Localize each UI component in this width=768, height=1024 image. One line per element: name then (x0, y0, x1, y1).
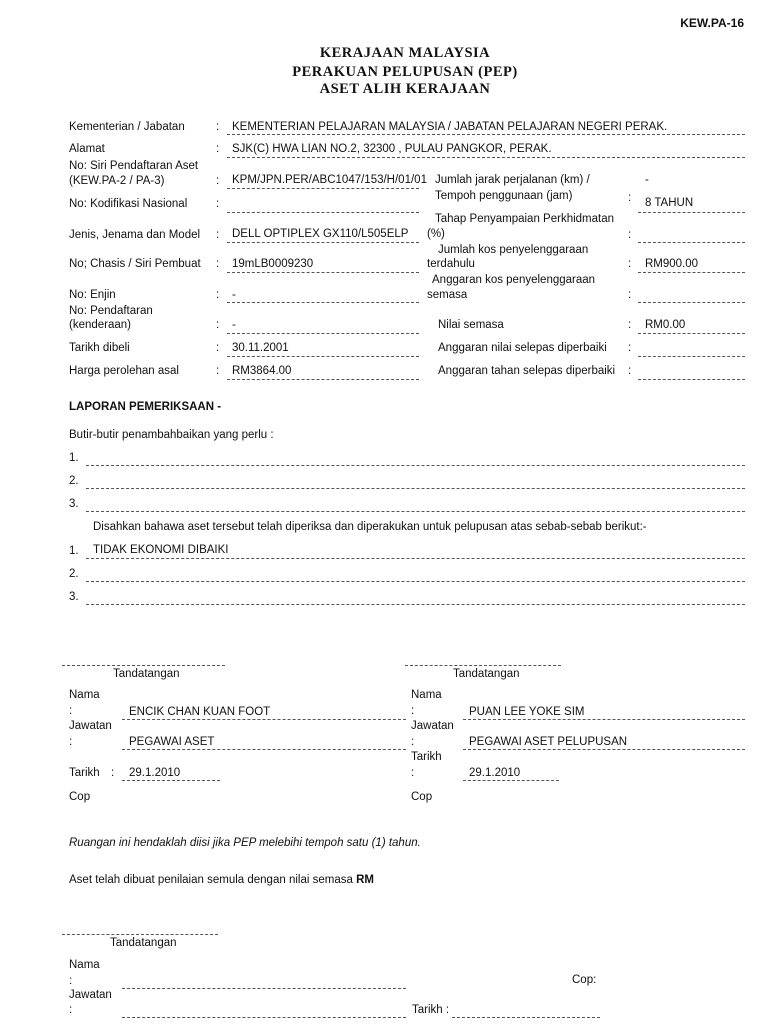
laporan-heading: LAPORAN PEMERIKSAAN - (69, 401, 222, 413)
label-jarak-2: Tempoh penggunaan (jam) (435, 190, 573, 202)
label-tarikh-dibeli: Tarikh dibeli (69, 342, 130, 354)
input-line-kos-semasa[interactable] (638, 302, 745, 303)
input-line-jarak[interactable] (638, 212, 745, 213)
tarikh-value-right: 29.1.2010 (469, 767, 521, 779)
footer-note: Ruangan ini hendaklah diisi jika PEP melebihi tempoh satu (1) tahun. (69, 837, 421, 849)
colon: : (216, 342, 220, 354)
colon: : (216, 229, 220, 241)
input-line-nilai-semasa[interactable] (638, 333, 745, 334)
butir-num-2: 2. (69, 475, 79, 487)
footer-tandatangan: Tandatangan (110, 937, 177, 949)
value-jarak-1: - (645, 174, 649, 186)
colon: : (69, 705, 73, 717)
label-kodifikasi: No: Kodifikasi Nasional (69, 198, 188, 210)
nama-value-right: PUAN LEE YOKE SIM (469, 706, 585, 718)
colon: : (628, 192, 632, 204)
colon: : (69, 975, 73, 987)
sebab-num-2: 2. (69, 568, 79, 580)
cop-label-right: Cop (411, 791, 433, 803)
footer-jawatan-label: Jawatan (69, 989, 112, 1001)
jawatan-label-left: Jawatan (69, 720, 112, 732)
tarikh-label-right: Tarikh (411, 751, 442, 763)
butir-line-2[interactable] (86, 488, 745, 489)
title-line-3: ASET ALIH KERAJAAN (319, 81, 491, 97)
nama-label-right: Nama (411, 689, 442, 701)
jawatan-label-right: Jawatan (411, 720, 454, 732)
colon: : (411, 767, 415, 779)
sebab-num-3: 3. (69, 591, 79, 603)
label-pendaftaran-2: (kenderaan) (69, 319, 132, 331)
label-nilai-diperbaiki: Anggaran nilai selepas diperbaiki (438, 342, 607, 354)
jawatan-line-right[interactable] (463, 749, 745, 750)
tandatangan-right: Tandatangan (453, 668, 520, 680)
jawatan-value-left: PEGAWAI ASET (129, 736, 215, 748)
tarikh-line-left[interactable] (122, 780, 220, 781)
colon: : (628, 289, 632, 301)
colon: : (216, 365, 220, 377)
colon: : (69, 736, 73, 748)
footer-nama-line[interactable] (122, 988, 406, 989)
nama-line-right[interactable] (463, 719, 745, 720)
label-siri-2: (KEW.PA-2 / PA-3) (69, 175, 165, 187)
title-line-2: PERAKUAN PELUPUSAN (PEP) (292, 64, 518, 80)
colon: : (216, 121, 220, 133)
colon: : (216, 258, 220, 270)
sebab-line-3[interactable] (86, 604, 745, 605)
input-line-pendaftaran[interactable] (227, 333, 419, 334)
tarikh-line-right[interactable] (463, 780, 559, 781)
jawatan-line-left[interactable] (122, 749, 406, 750)
input-line-chasis[interactable] (227, 272, 419, 273)
value-siri: KPM/JPN.PER/ABC1047/153/H/01/01 (232, 174, 427, 186)
footer-signature-line[interactable] (62, 934, 218, 935)
nama-value-left: ENCIK CHAN KUAN FOOT (129, 706, 271, 718)
value-jenis: DELL OPTIPLEX GX110/L505ELP (232, 228, 409, 240)
input-line-enjin[interactable] (227, 302, 419, 303)
label-kos-dahulu-2: terdahulu (427, 258, 475, 270)
disahkan-text: Disahkan bahawa aset tersebut telah diperiksa dan diperakukan untuk pelupusan atas sebab-sebab berikut:- (93, 521, 647, 533)
nilai-semula-prefix: Aset telah dibuat penilaian semula dengan nilai semasa (69, 874, 357, 886)
label-harga: Harga perolehan asal (69, 365, 179, 377)
input-line-jenis[interactable] (227, 242, 419, 243)
tarikh-value-left: 29.1.2010 (129, 767, 181, 779)
footer-cop-label: Cop: (572, 974, 597, 986)
value-pendaftaran: - (232, 319, 236, 331)
footer-jawatan-line[interactable] (122, 1017, 406, 1018)
value-kos-dahulu: RM900.00 (645, 258, 699, 270)
label-kos-dahulu-1: Jumlah kos penyelenggaraan (438, 244, 589, 256)
label-tahap-1: Tahap Penyampaian Perkhidmatan (435, 213, 615, 225)
footer-tarikh-label: Tarikh : (412, 1004, 450, 1016)
input-line-tahap[interactable] (638, 242, 745, 243)
label-tahap-2: (%) (427, 228, 445, 240)
colon: : (628, 319, 632, 331)
colon: : (628, 229, 632, 241)
form-code: KEW.PA-16 (680, 16, 744, 30)
label-siri-1: No: Siri Pendaftaran Aset (69, 160, 199, 172)
label-tahan-diperbaiki: Anggaran tahan selepas diperbaiki (438, 365, 616, 377)
nilai-semula-rm: RM (356, 874, 374, 886)
tandatangan-left: Tandatangan (113, 668, 180, 680)
footer-nama-label: Nama (69, 959, 100, 971)
nilai-semula-text (69, 874, 374, 886)
sebab-num-1: 1. (69, 545, 79, 557)
input-line-siri[interactable] (227, 188, 419, 189)
footer-tarikh-line[interactable] (452, 1017, 600, 1018)
colon: : (216, 198, 220, 210)
label-jenis: Jenis, Jenama dan Model (69, 229, 201, 241)
title-line-1: KERAJAAN MALAYSIA (319, 45, 491, 61)
colon: : (111, 767, 115, 779)
value-harga: RM3864.00 (232, 365, 292, 377)
butir-line-1[interactable] (86, 465, 745, 466)
input-line-kementerian[interactable] (227, 134, 745, 135)
colon: : (411, 705, 415, 717)
butir-label: Butir-butir penambahbaikan yang perlu : (69, 429, 274, 441)
label-enjin: No: Enjin (69, 289, 116, 301)
jawatan-value-right: PEGAWAI ASET PELUPUSAN (469, 736, 628, 748)
colon: : (216, 143, 220, 155)
signature-line-left[interactable] (62, 665, 225, 666)
colon: : (628, 342, 632, 354)
sebab-line-1[interactable] (86, 558, 745, 559)
cop-label-left: Cop (69, 791, 91, 803)
butir-num-1: 1. (69, 452, 79, 464)
label-kementerian: Kementerian / Jabatan (69, 121, 185, 133)
signature-line-right[interactable] (405, 665, 561, 666)
colon: : (411, 736, 415, 748)
label-pendaftaran-1: No: Pendaftaran (69, 305, 153, 317)
input-line-kodifikasi[interactable] (227, 212, 419, 213)
colon: : (216, 319, 220, 331)
input-line-tahan-diperbaiki[interactable] (638, 379, 745, 380)
input-line-harga[interactable] (227, 379, 419, 380)
input-line-nilai-diperbaiki[interactable] (638, 356, 745, 357)
nama-line-left[interactable] (122, 719, 406, 720)
sebab-line-2[interactable] (86, 581, 745, 582)
value-jarak-2: 8 TAHUN (645, 197, 694, 209)
input-line-tarikh-dibeli[interactable] (227, 356, 419, 357)
label-jarak-1: Jumlah jarak perjalanan (km) / (435, 174, 590, 186)
colon: : (216, 289, 220, 301)
value-tarikh-dibeli: 30.11.2001 (232, 342, 289, 354)
input-line-kos-dahulu[interactable] (638, 272, 745, 273)
butir-num-3: 3. (69, 498, 79, 510)
value-chasis: 19mLB0009230 (232, 258, 314, 270)
colon: : (628, 258, 632, 270)
input-line-alamat[interactable] (227, 157, 745, 158)
value-enjin: - (232, 289, 236, 301)
label-kos-semasa-1: Anggaran kos penyelenggaraan (432, 274, 596, 286)
sebab-text-1: TIDAK EKONOMI DIBAIKI (93, 544, 229, 556)
value-kementerian: KEMENTERIAN PELAJARAN MALAYSIA / JABATAN PELAJARAN NEGERI PERAK. (232, 121, 668, 133)
label-chasis: No; Chasis / Siri Pembuat (69, 258, 201, 270)
nama-label-left: Nama (69, 689, 100, 701)
label-nilai-semasa: Nilai semasa (438, 319, 504, 331)
colon: : (628, 365, 632, 377)
value-alamat: SJK(C) HWA LIAN NO.2, 32300 , PULAU PANGKOR, PERAK. (232, 143, 552, 155)
value-nilai-semasa: RM0.00 (645, 319, 686, 331)
tarikh-label-left: Tarikh (69, 767, 100, 779)
label-kos-semasa-2: semasa (427, 289, 468, 301)
colon: : (216, 175, 220, 187)
butir-line-3[interactable] (86, 511, 745, 512)
label-alamat: Alamat (69, 143, 105, 155)
colon: : (69, 1004, 73, 1016)
